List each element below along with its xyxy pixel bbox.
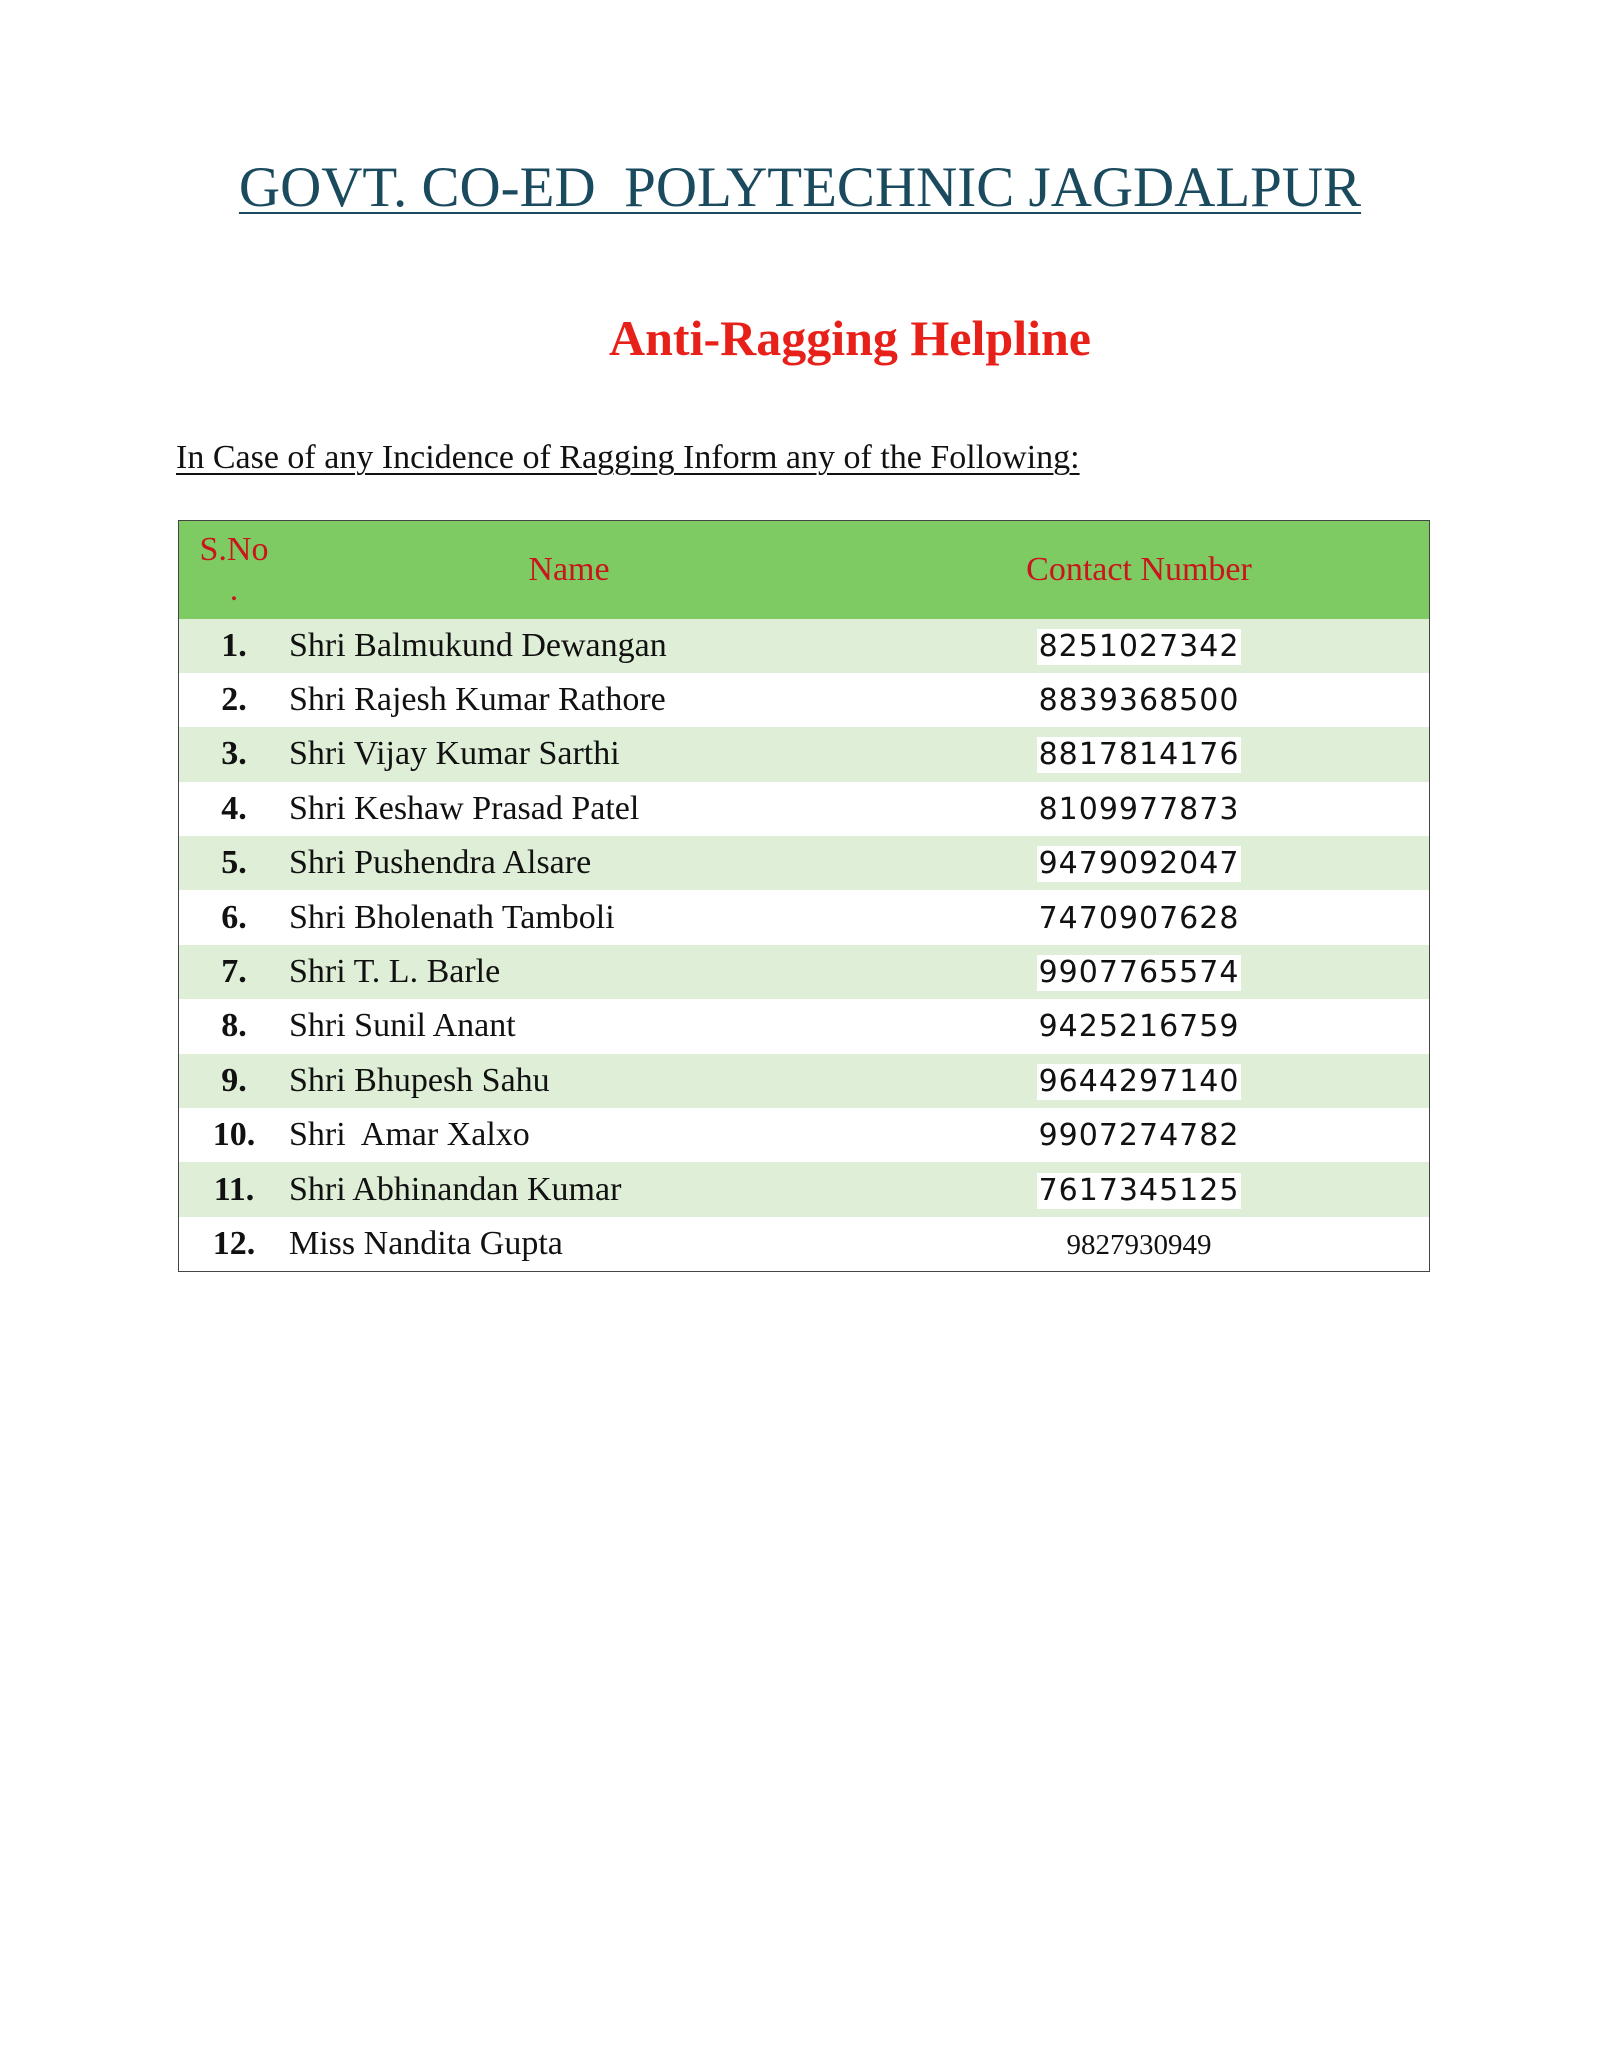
row-name: Shri Keshaw Prasad Patel <box>289 789 640 827</box>
table-row <box>179 1108 1430 1162</box>
table-row <box>179 673 1430 727</box>
phone-number: 9479092047 <box>1038 846 1240 882</box>
row-name: Shri Vijay Kumar Sarthi <box>289 735 620 773</box>
row-sno: 4. <box>221 789 247 827</box>
row-contact <box>849 1054 1430 1108</box>
row-sno: 12. <box>212 1224 256 1262</box>
phone-number: 9907765574 <box>1038 955 1240 991</box>
row-sno: 8. <box>221 1007 247 1045</box>
helpline-contacts-table <box>178 520 1430 1272</box>
row-contact <box>849 1108 1430 1162</box>
row-name: Shri Balmukund Dewangan <box>289 626 667 664</box>
row-name: Miss Nandita Gupta <box>289 1224 563 1262</box>
header-sno-label: S.No . <box>199 530 269 608</box>
row-contact <box>849 890 1430 944</box>
row-sno: 2. <box>221 681 247 719</box>
row-contact <box>849 1217 1430 1271</box>
row-name: Shri Pushendra Alsare <box>289 844 592 882</box>
table-row <box>179 1162 1430 1216</box>
row-contact <box>849 1162 1430 1216</box>
row-name: Shri Bholenath Tamboli <box>289 898 615 936</box>
row-contact <box>849 782 1430 836</box>
phone-number: 9827930949 <box>1066 1228 1212 1261</box>
row-name: Shri Abhinandan Kumar <box>289 1170 622 1208</box>
instruction-text: In Case of any Incidence of Ragging Inform any of the Following: <box>176 439 1080 476</box>
row-name: Shri Rajesh Kumar Rathore <box>289 681 666 719</box>
table-body <box>179 619 1430 1272</box>
table-header-row <box>179 521 1430 619</box>
table-row <box>179 890 1430 944</box>
phone-number: 7617345125 <box>1038 1172 1240 1208</box>
row-name: Shri Bhupesh Sahu <box>289 1061 550 1099</box>
institute-title: GOVT. CO-ED POLYTECHNIC JAGDALPUR <box>238 156 1362 219</box>
phone-number: 8839368500 <box>1038 683 1240 719</box>
table-row <box>179 727 1430 781</box>
row-sno: 11. <box>213 1170 255 1208</box>
row-sno: 9. <box>221 1061 247 1099</box>
row-name: Shri Amar Xalxo <box>289 1116 530 1154</box>
phone-number: 9425216759 <box>1038 1009 1240 1045</box>
row-contact <box>849 945 1430 999</box>
row-contact <box>849 673 1430 727</box>
row-name: Shri Sunil Anant <box>289 1007 516 1045</box>
header-sno <box>179 521 290 619</box>
helpline-title: Anti-Ragging Helpline <box>609 310 1091 366</box>
phone-number: 9644297140 <box>1038 1063 1240 1099</box>
phone-number: 8109977873 <box>1038 791 1240 827</box>
row-sno: 3. <box>221 735 247 773</box>
table-row <box>179 999 1430 1053</box>
row-sno: 1. <box>221 626 247 664</box>
phone-number: 7470907628 <box>1038 900 1240 936</box>
phone-number: 9907274782 <box>1038 1118 1240 1154</box>
header-contact: Contact Number <box>1026 550 1252 588</box>
phone-number: 8817814176 <box>1038 737 1240 773</box>
row-contact <box>849 836 1430 890</box>
table-row <box>179 1217 1430 1271</box>
table-row <box>179 945 1430 999</box>
table-row <box>179 1054 1430 1108</box>
table-row <box>179 836 1430 890</box>
row-sno: 10. <box>212 1116 256 1154</box>
row-sno: 6. <box>221 898 247 936</box>
row-contact <box>849 619 1430 673</box>
row-name: Shri T. L. Barle <box>289 953 501 991</box>
table-row <box>179 619 1430 673</box>
row-sno: 7. <box>221 953 247 991</box>
phone-number: 8251027342 <box>1038 628 1240 664</box>
row-sno: 5. <box>221 844 247 882</box>
row-contact <box>849 727 1430 781</box>
row-contact <box>849 999 1430 1053</box>
table-row <box>179 782 1430 836</box>
header-name: Name <box>528 550 610 588</box>
